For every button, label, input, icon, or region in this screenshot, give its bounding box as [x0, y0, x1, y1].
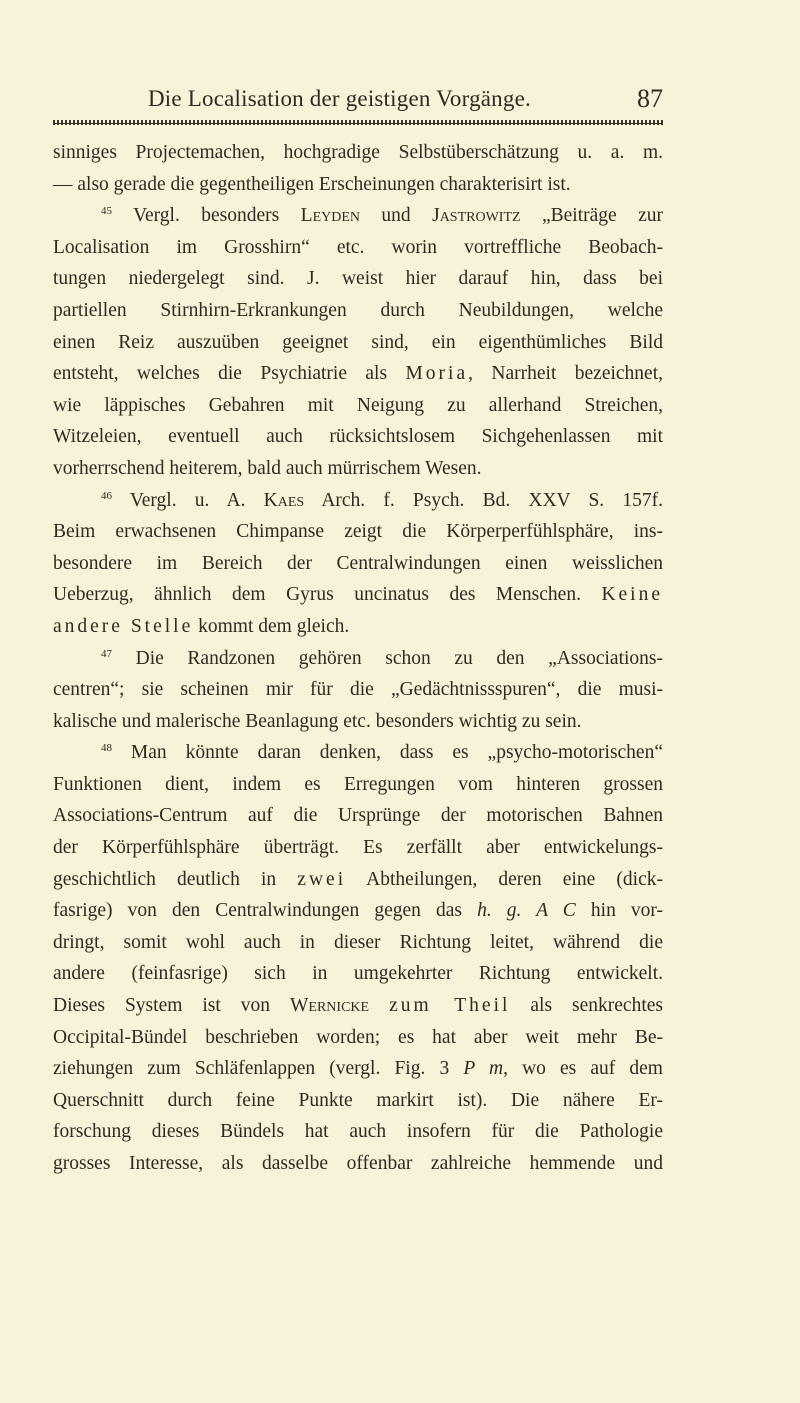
text-line — [53, 579, 663, 611]
text-line — [53, 927, 663, 959]
text-line — [53, 327, 663, 359]
text-segment: Jastrowitz — [432, 205, 521, 227]
text-line — [53, 200, 663, 232]
text-segment: einen Reiz auszuüben geeignet sind, ein eigenthümliches Bild — [53, 331, 663, 353]
text-segment: Wernicke — [290, 995, 370, 1017]
text-line — [53, 390, 663, 422]
text-segment: der Körperfühlsphäre überträgt. Es zerfällt aber entwickelungs- — [53, 837, 663, 859]
text-segment: Vergl. besonders — [112, 205, 301, 227]
text-segment: Kaes — [263, 489, 305, 511]
text-segment: Localisation im Grosshirn“ etc. worin vortreffliche Beobach- — [53, 236, 663, 258]
text-segment: sinniges Projectemachen, hochgradige Selbstüberschätzung u. a. m. — [53, 142, 663, 163]
text-segment: Witzeleien, eventuell auch rücksichtslosem Sichgehenlassen mit — [53, 426, 663, 448]
text-line — [53, 295, 663, 327]
text-segment: Ueberzug, ähnlich dem Gyrus uncinatus des Menschen. — [53, 584, 602, 606]
text-segment: — also gerade die gegentheiligen Erscheinungen charakterisirt ist. — [53, 173, 571, 195]
text-segment: Moria — [405, 363, 469, 385]
text-segment: besondere im Bereich der Centralwindungen einen weisslichen — [53, 552, 663, 574]
text-segment: Beim erwachsenen Chimpanse zeigt die Körperperfühlsphäre, ins- — [53, 521, 663, 543]
text-segment: andere Stelle — [53, 615, 194, 637]
text-segment: und — [360, 205, 433, 227]
text-segment: zwei — [297, 868, 347, 890]
text-segment: kalische und malerische Beanlagung etc. besonders wichtig zu sein. — [53, 710, 582, 732]
text-line — [53, 232, 663, 264]
text-line — [53, 1116, 663, 1148]
text-segment: Querschnitt durch feine Punkte markirt ist). Die nähere Er- — [53, 1089, 663, 1111]
wavy-header-rule — [53, 120, 663, 125]
text-line — [53, 1022, 663, 1054]
text-segment: ziehungen zum Schläfenlappen (vergl. Fig. 3 — [53, 1058, 464, 1080]
text-segment: Abtheilungen, deren eine (dick- — [346, 868, 663, 890]
text-line — [53, 832, 663, 864]
running-title: Die Localisation der geistigen Vorgänge. — [148, 86, 531, 111]
text-line — [53, 1053, 663, 1085]
footnote-number: 45 — [101, 205, 112, 218]
text-segment: partiellen Stirnhirn-Erkrankungen durch Neubildungen, welche — [53, 299, 663, 321]
text-segment: Leyden — [300, 205, 361, 227]
text-line — [53, 358, 663, 390]
text-segment: h. g. A C — [477, 900, 576, 922]
text-segment: als senkrechtes — [510, 995, 663, 1017]
text-segment: Die Randzonen gehören schon zu den „Associations- — [112, 647, 663, 669]
text-segment: grosses Interesse, als dasselbe offenbar zahlreiche hemmende und — [53, 1153, 663, 1174]
text-line — [53, 958, 663, 990]
text-line — [53, 263, 663, 295]
text-segment: Funktionen dient, indem es Erregungen vom hinteren grossen — [53, 773, 663, 795]
text-segment: kommt dem gleich. — [193, 615, 350, 637]
text-line — [53, 643, 663, 675]
text-segment: andere (feinfasrige) sich in umgekehrter Richtung entwickelt. — [53, 963, 663, 985]
text-line — [53, 674, 663, 706]
text-segment: fasrige) von den Centralwindungen gegen das — [53, 900, 478, 922]
page-number: 87 — [637, 84, 663, 113]
footnotes-text — [53, 137, 663, 1180]
text-segment: zum Theil — [389, 995, 511, 1017]
text-line — [53, 548, 663, 580]
text-segment: P m — [463, 1058, 504, 1080]
text-line — [53, 516, 663, 548]
text-segment — [369, 995, 389, 1016]
text-line — [53, 421, 663, 453]
text-segment: Associations-Centrum auf die Ursprünge der motorischen Bahnen — [53, 805, 663, 827]
text-segment: „Beiträge zur — [520, 205, 664, 227]
text-segment: , Narrheit bezeichnet, — [468, 363, 663, 385]
text-line — [53, 169, 663, 201]
text-segment: forschung dieses Bündels hat auch insofern für die Pathologie — [53, 1121, 663, 1143]
text-line — [53, 895, 663, 927]
text-line — [53, 611, 663, 643]
footnote-number: 47 — [101, 647, 112, 660]
text-line — [53, 1148, 663, 1180]
text-line — [53, 1085, 663, 1117]
text-line — [53, 800, 663, 832]
text-line — [53, 453, 663, 485]
text-segment: vorherrschend heiterem, bald auch mürrischem Wesen. — [53, 457, 482, 479]
footnote-number: 46 — [101, 489, 112, 502]
text-segment: entsteht, welches die Psychiatrie als — [53, 363, 406, 385]
text-segment: geschichtlich deutlich in — [53, 868, 298, 890]
text-line — [53, 990, 663, 1022]
text-segment: Dieses System ist von — [53, 995, 290, 1017]
text-line — [53, 706, 663, 738]
text-line — [53, 485, 663, 517]
text-segment: dringt, somit wohl auch in dieser Richtung leitet, während die — [53, 931, 663, 953]
text-segment: Occipital-Bündel beschrieben worden; es hat aber weit mehr Be- — [53, 1026, 663, 1048]
text-line — [53, 864, 663, 896]
text-segment: hin vor- — [575, 900, 664, 922]
text-segment: , wo es auf dem — [503, 1058, 663, 1080]
text-segment: tungen niedergelegt sind. J. weist hier darauf hin, dass bei — [53, 268, 663, 290]
text-segment: wie läppisches Gebahren mit Neigung zu allerhand Streichen, — [53, 394, 663, 416]
text-segment: Keine — [601, 584, 663, 606]
text-line — [53, 737, 663, 769]
text-segment: centren“; sie scheinen mir für die „Gedächtnissspuren“, die musi- — [53, 679, 663, 701]
text-line — [53, 769, 663, 801]
text-segment: Arch. f. Psych. Bd. XXV S. 157f. — [304, 489, 663, 511]
text-segment: Vergl. u. A. — [112, 489, 264, 511]
footnote-number: 48 — [101, 742, 112, 755]
text-segment: Man könnte daran denken, dass es „psycho-motorischen“ — [112, 742, 663, 764]
text-line — [53, 137, 663, 169]
running-header — [53, 86, 663, 116]
